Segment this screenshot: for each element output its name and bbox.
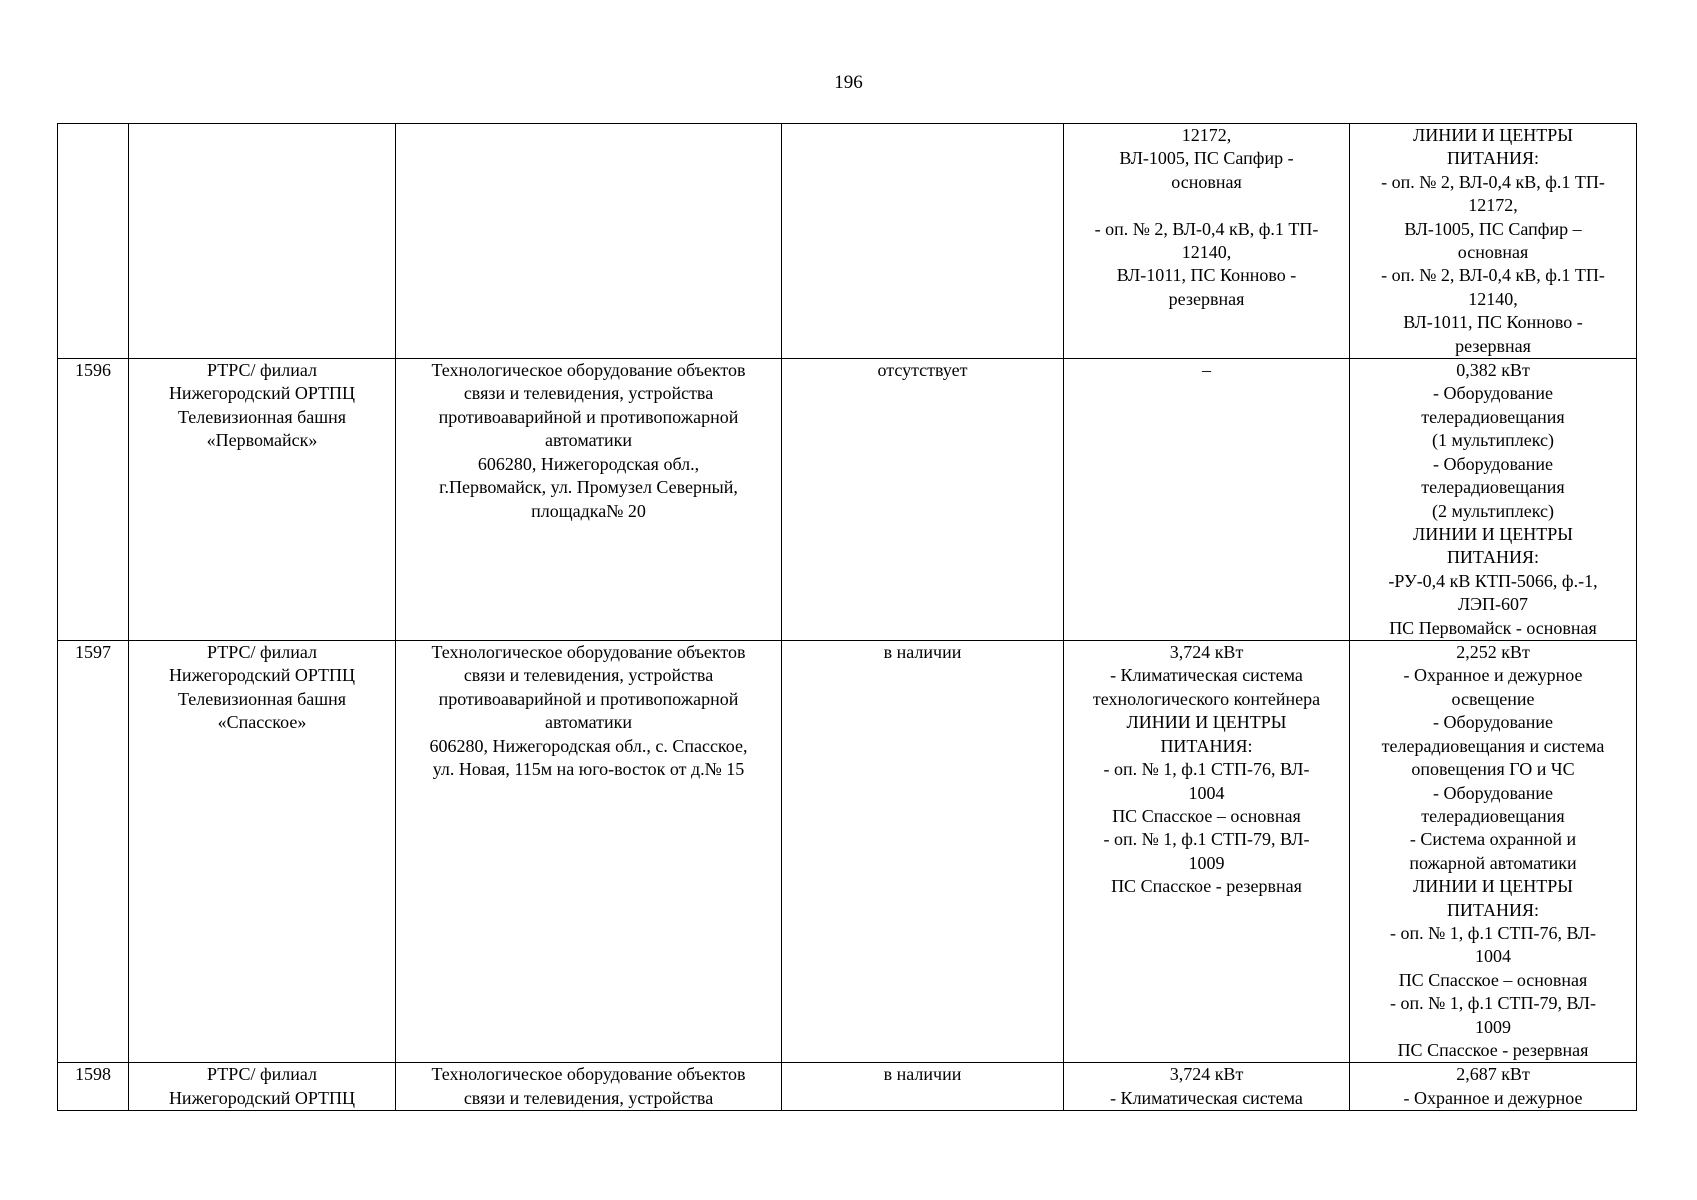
cell-line: 1009 [1188,852,1225,873]
cell-line: 2,687 кВт [1456,1064,1530,1085]
cell-line: ПИТАНИЯ: [1446,547,1540,568]
cell-line: - Охранное и дежурное [1403,665,1583,686]
cell-line: ЛИНИИ И ЦЕНТРЫ [1413,876,1573,897]
cell-line: в наличии [883,642,962,663]
cell-number [58,641,129,1063]
cell-availability [782,359,1064,641]
cell-owner [129,124,396,359]
cell-line: РТРС/ филиал [206,360,317,381]
cell-line: основная [1171,171,1242,192]
cell-line: ПС Спасское - резервная [1397,1039,1589,1060]
cell-line: ВЛ-1005, ПС Сапфир - [1119,148,1294,169]
cell-backup-power [1064,641,1350,1063]
cell-number [58,359,129,641]
cell-line: ЛИНИИ И ЦЕНТРЫ [1413,523,1573,544]
cell-equipment [396,359,782,641]
cell-line: 1004 [1475,946,1511,967]
cell-availability [782,1063,1064,1111]
cell-line: связи и телевидения, устройства [463,665,714,686]
cell-line: - оп. № 1, ф.1 СТП-79, ВЛ- [1390,993,1596,1014]
cell-owner [129,641,396,1063]
cell-line: противоаварийной и противопожарной [438,688,739,709]
cell-line: (1 мультиплекс) [1432,430,1554,451]
cell-line: Технологическое оборудование объектов [431,642,746,663]
cell-backup-power [1064,124,1350,359]
cell-line: автоматики [545,430,632,451]
cell-line: площадка№ 20 [531,500,646,521]
cell-line: ПС Спасское – основная [1398,969,1588,990]
cell-line: (2 мультиплекс) [1432,500,1554,521]
cell-line: телерадиовещания [1421,406,1565,427]
table-row [58,359,1637,641]
cell-line: - Оборудование [1433,383,1553,404]
cell-line: 12172, [1181,125,1232,145]
cell-line: РТРС/ филиал [206,642,317,663]
cell-line: ПС Спасское – основная [1112,805,1301,826]
cell-line: 12140, [1181,242,1232,263]
cell-main-power [1350,359,1637,641]
cell-line: в наличии [883,1064,962,1085]
cell-backup-power [1064,1063,1350,1111]
table-row [58,124,1637,359]
cell-number [58,124,129,359]
cell-line: телерадиовещания [1421,805,1565,826]
cell-line: технологического контейнера [1092,688,1321,709]
cell-main-power [1350,124,1637,359]
cell-main-power [1350,641,1637,1063]
cell-line: - оп. № 1, ф.1 СТП-79, ВЛ- [1103,829,1310,850]
cell-line: - оп. № 2, ВЛ-0,4 кВ, ф.1 ТП- [1094,218,1319,239]
cell-line: Нижегородский ОРТПЦ [168,1087,356,1108]
cell-equipment [396,1063,782,1111]
cell-line: ПС Первомайск - основная [1389,617,1597,638]
cell-line: - Оборудование [1433,453,1553,474]
cell-line: - оп. № 1, ф.1 СТП-76, ВЛ- [1103,759,1310,780]
cell-line: 3,724 кВт [1169,1064,1244,1085]
cell-owner [129,1063,396,1111]
cell-line: Нижегородский ОРТПЦ [168,383,356,404]
cell-line: телерадиовещания и система [1381,735,1605,756]
cell-line: 1596 [75,360,111,381]
cell-availability [782,124,1064,359]
cell-line: Технологическое оборудование объектов [431,360,746,381]
table-row [58,641,1637,1063]
cell-line: 12140, [1468,288,1518,309]
cell-line: - оп. № 2, ВЛ-0,4 кВ, ф.1 ТП- [1381,265,1605,286]
cell-line: ПИТАНИЯ: [1446,148,1540,169]
cell-owner [129,359,396,641]
cell-line: ПС Спасское - резервная [1111,876,1302,897]
cell-line: пожарной автоматики [1409,852,1577,873]
cell-line: 1597 [75,642,111,663]
cell-line: отсутствует [877,360,968,381]
cell-line: основная [1457,242,1529,263]
cell-line: ВЛ-1011, ПС Конново - [1116,265,1297,286]
cell-line: «Первомайск» [206,430,318,451]
cell-number [58,1063,129,1111]
cell-line: 1004 [1188,782,1225,803]
cell-line: Технологическое оборудование объектов [431,1064,746,1085]
cell-line: Телевизионная башня [177,688,347,709]
cell-line: оповещения ГО и ЧС [1411,759,1575,780]
cell-line: - Оборудование [1433,712,1553,733]
cell-line: ПИТАНИЯ: [1160,735,1253,756]
cell-line: резервная [1168,288,1245,309]
cell-line: - Климатическая система [1110,665,1303,686]
cell-line: ЛИНИИ И ЦЕНТРЫ [1413,125,1573,145]
facilities-table [57,123,1637,1111]
cell-line: - Климатическая система [1110,1087,1303,1108]
cell-line: противоаварийной и противопожарной [438,406,739,427]
cell-line: ВЛ-1005, ПС Сапфир – [1404,218,1582,239]
cell-line: ПИТАНИЯ: [1446,899,1540,920]
cell-line: 606280, Нижегородская обл., с. Спасское, [429,735,748,756]
cell-line: 606280, Нижегородская обл., [477,453,700,474]
cell-line: РТРС/ филиал [206,1064,317,1085]
page-number: 196 [834,72,863,93]
cell-line: 2,252 кВт [1456,642,1530,663]
cell-main-power [1350,1063,1637,1111]
cell-line: автоматики [545,712,632,733]
cell-equipment [396,641,782,1063]
cell-line: связи и телевидения, устройства [463,383,714,404]
cell-line: - Оборудование [1433,782,1553,803]
cell-line: - оп. № 1, ф.1 СТП-76, ВЛ- [1390,922,1596,943]
cell-line: освещение [1451,688,1535,709]
cell-line: ул. Новая, 115м на юго-восток от д.№ 15 [432,759,745,780]
cell-backup-power [1064,359,1350,641]
cell-line [1068,194,1345,217]
cell-line: -РУ-0,4 кВ КТП-5066, ф.-1, [1388,570,1598,591]
cell-line: – [1202,360,1211,381]
cell-availability [782,641,1064,1063]
cell-line: телерадиовещания [1421,477,1565,498]
cell-line: - оп. № 2, ВЛ-0,4 кВ, ф.1 ТП- [1381,171,1605,192]
cell-line: связи и телевидения, устройства [463,1087,714,1108]
cell-line: Нижегородский ОРТПЦ [168,665,356,686]
cell-line: ВЛ-1011, ПС Конново - [1403,312,1583,333]
cell-line: 12172, [1468,195,1518,216]
cell-line: ЛИНИИ И ЦЕНТРЫ [1126,712,1287,733]
cell-line: 1009 [1475,1016,1511,1037]
cell-line: ЛЭП-607 [1457,594,1529,615]
cell-line: Телевизионная башня [177,406,347,427]
cell-line: резервная [1455,335,1531,356]
cell-line: - Система охранной и [1409,829,1577,850]
cell-line: г.Первомайск, ул. Промузел Северный, [439,477,738,498]
table-row [58,1063,1637,1111]
cell-line: 0,382 кВт [1456,360,1530,381]
cell-equipment [396,124,782,359]
cell-line: 3,724 кВт [1169,642,1244,663]
cell-line: 1598 [75,1064,111,1085]
cell-line: «Спасское» [217,712,307,733]
cell-line: - Охранное и дежурное [1403,1087,1583,1108]
